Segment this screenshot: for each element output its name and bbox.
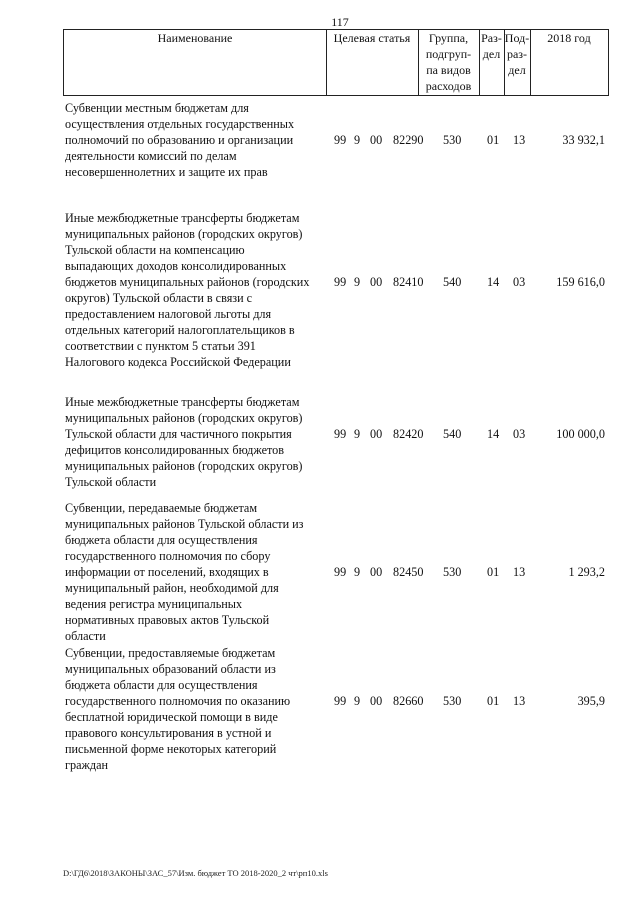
target-program-cell: 99 [334,427,347,441]
row-name [65,210,327,370]
subsection-cell: 03 [513,275,526,289]
subsection-cell: 13 [513,694,526,708]
target-code-cell: 82660 [393,694,424,708]
subsection-cell: 03 [513,427,526,441]
row-name-line: бесплатной юридической помощи в виде [65,710,278,724]
row-name-line: осуществления отдельных государственных [65,117,295,131]
amount-cell: 1 293,2 [568,565,605,579]
amount-cell: 100 000,0 [556,427,605,441]
group-cell: 530 [443,565,462,579]
amount-cell: 395,9 [577,694,605,708]
target-main-event-cell: 00 [370,133,383,147]
target-code-cell: 82420 [393,427,424,441]
target-program-cell: 99 [334,275,347,289]
row-name-line: Субвенции, предоставляемые бюджетам [65,646,276,660]
target-subprogram-cell: 9 [354,694,361,708]
target-code-cell: 82410 [393,275,424,289]
row-name-line: предоставлением налоговой льготы для [65,307,272,321]
row-name-line: дефицитов консолидированных бюджетов [65,443,285,457]
row-name-line: Субвенции, передаваемые бюджетам [65,501,258,515]
row-name-line: Налогового кодекса Российской Федерации [65,355,291,369]
row-name-line: муниципальных районов (городских округов) [65,459,303,473]
row-name-line: бюджета области для осуществления [65,533,258,547]
target-main-event-cell: 00 [370,427,383,441]
row-name-line: муниципальных образований области из [65,662,276,676]
target-subprogram-cell: 9 [354,133,361,147]
row-name-line: информации от поселений, входящих в [65,565,269,579]
target-main-event-cell: 00 [370,694,383,708]
row-name [65,100,327,180]
row-name-line: Тульской области для частичного покрытия [65,427,292,441]
subsection-cell: 13 [513,133,526,147]
header-group: Группа, подгруп- па видов расходов [418,29,480,96]
row-name [65,500,327,644]
group-cell: 540 [443,427,462,441]
section-cell: 14 [487,275,500,289]
amount-cell: 159 616,0 [556,275,605,289]
row-name-line: муниципальных районов (городских округов) [65,411,303,425]
header-section: Раз- дел [479,29,505,96]
file-path: D:\ГД6\2018\ЗАКОНЫ\ЗАС_57\Изм. бюджет ТО 2018-2020_2 чт\рп10.xls [63,868,328,878]
row-name-line: государственного полномочия по сбору [65,549,271,563]
target-program-cell: 99 [334,694,347,708]
row-name-line: государственного полномочия по оказанию [65,694,291,708]
row-name-line: Иные межбюджетные трансферты бюджетам [65,211,300,225]
target-code-cell: 82450 [393,565,424,579]
row-name-line: ведения регистра муниципальных [65,597,243,611]
header-subsection: Под- раз- дел [504,29,531,96]
section-cell: 01 [487,694,500,708]
subsection-cell: 13 [513,565,526,579]
section-cell: 01 [487,565,500,579]
group-cell: 530 [443,133,462,147]
row-name-line: бюджетов муниципальных районов (городских [65,275,310,289]
row-name-line: отдельных категорий налогоплательщиков в [65,323,295,337]
section-cell: 14 [487,427,500,441]
amount-cell: 33 932,1 [562,133,605,147]
target-main-event-cell: 00 [370,565,383,579]
row-name-line: полномочий по образованию и организации [65,133,294,147]
target-subprogram-cell: 9 [354,565,361,579]
group-cell: 530 [443,694,462,708]
row-name-line: муниципальный район, необходимой для [65,581,279,595]
row-name-line: правового консультирования в устной и [65,726,272,740]
row-name-line: письменной форме некоторых категорий [65,742,277,756]
row-name [65,394,327,490]
row-name-line: Тульской области на компенсацию [65,243,245,257]
row-name-line: нормативных правовых актов Тульской [65,613,270,627]
header-name: Наименование [63,29,327,96]
target-subprogram-cell: 9 [354,275,361,289]
section-cell: 01 [487,133,500,147]
header-target-article: Целевая статья [326,29,419,96]
target-program-cell: 99 [334,565,347,579]
row-name-line: муниципальных районов (городских округов) [65,227,303,241]
row-name-line: Тульской области [65,475,157,489]
row-name-line: муниципальных районов Тульской области из [65,517,304,531]
row-name-line: соответствии с пунктом 5 статьи 391 [65,339,256,353]
row-name-line: деятельности комиссий по делам [65,149,237,163]
row-name-line: граждан [65,758,109,772]
target-program-cell: 99 [334,133,347,147]
row-name-line: Субвенции местным бюджетам для [65,101,249,115]
page-number: 117 [331,15,349,29]
row-name-line: выпадающих доходов консолидированных [65,259,287,273]
row-name-line: округов) Тульской области в связи с [65,291,253,305]
row-name-line: области [65,629,106,643]
target-subprogram-cell: 9 [354,427,361,441]
row-name-line: несовершеннолетних и защите их прав [65,165,268,179]
header-year: 2018 год [530,29,609,96]
row-name [65,645,327,773]
target-main-event-cell: 00 [370,275,383,289]
row-name-line: бюджета области для осуществления [65,678,258,692]
group-cell: 540 [443,275,462,289]
row-name-line: Иные межбюджетные трансферты бюджетам [65,395,300,409]
target-code-cell: 82290 [393,133,424,147]
